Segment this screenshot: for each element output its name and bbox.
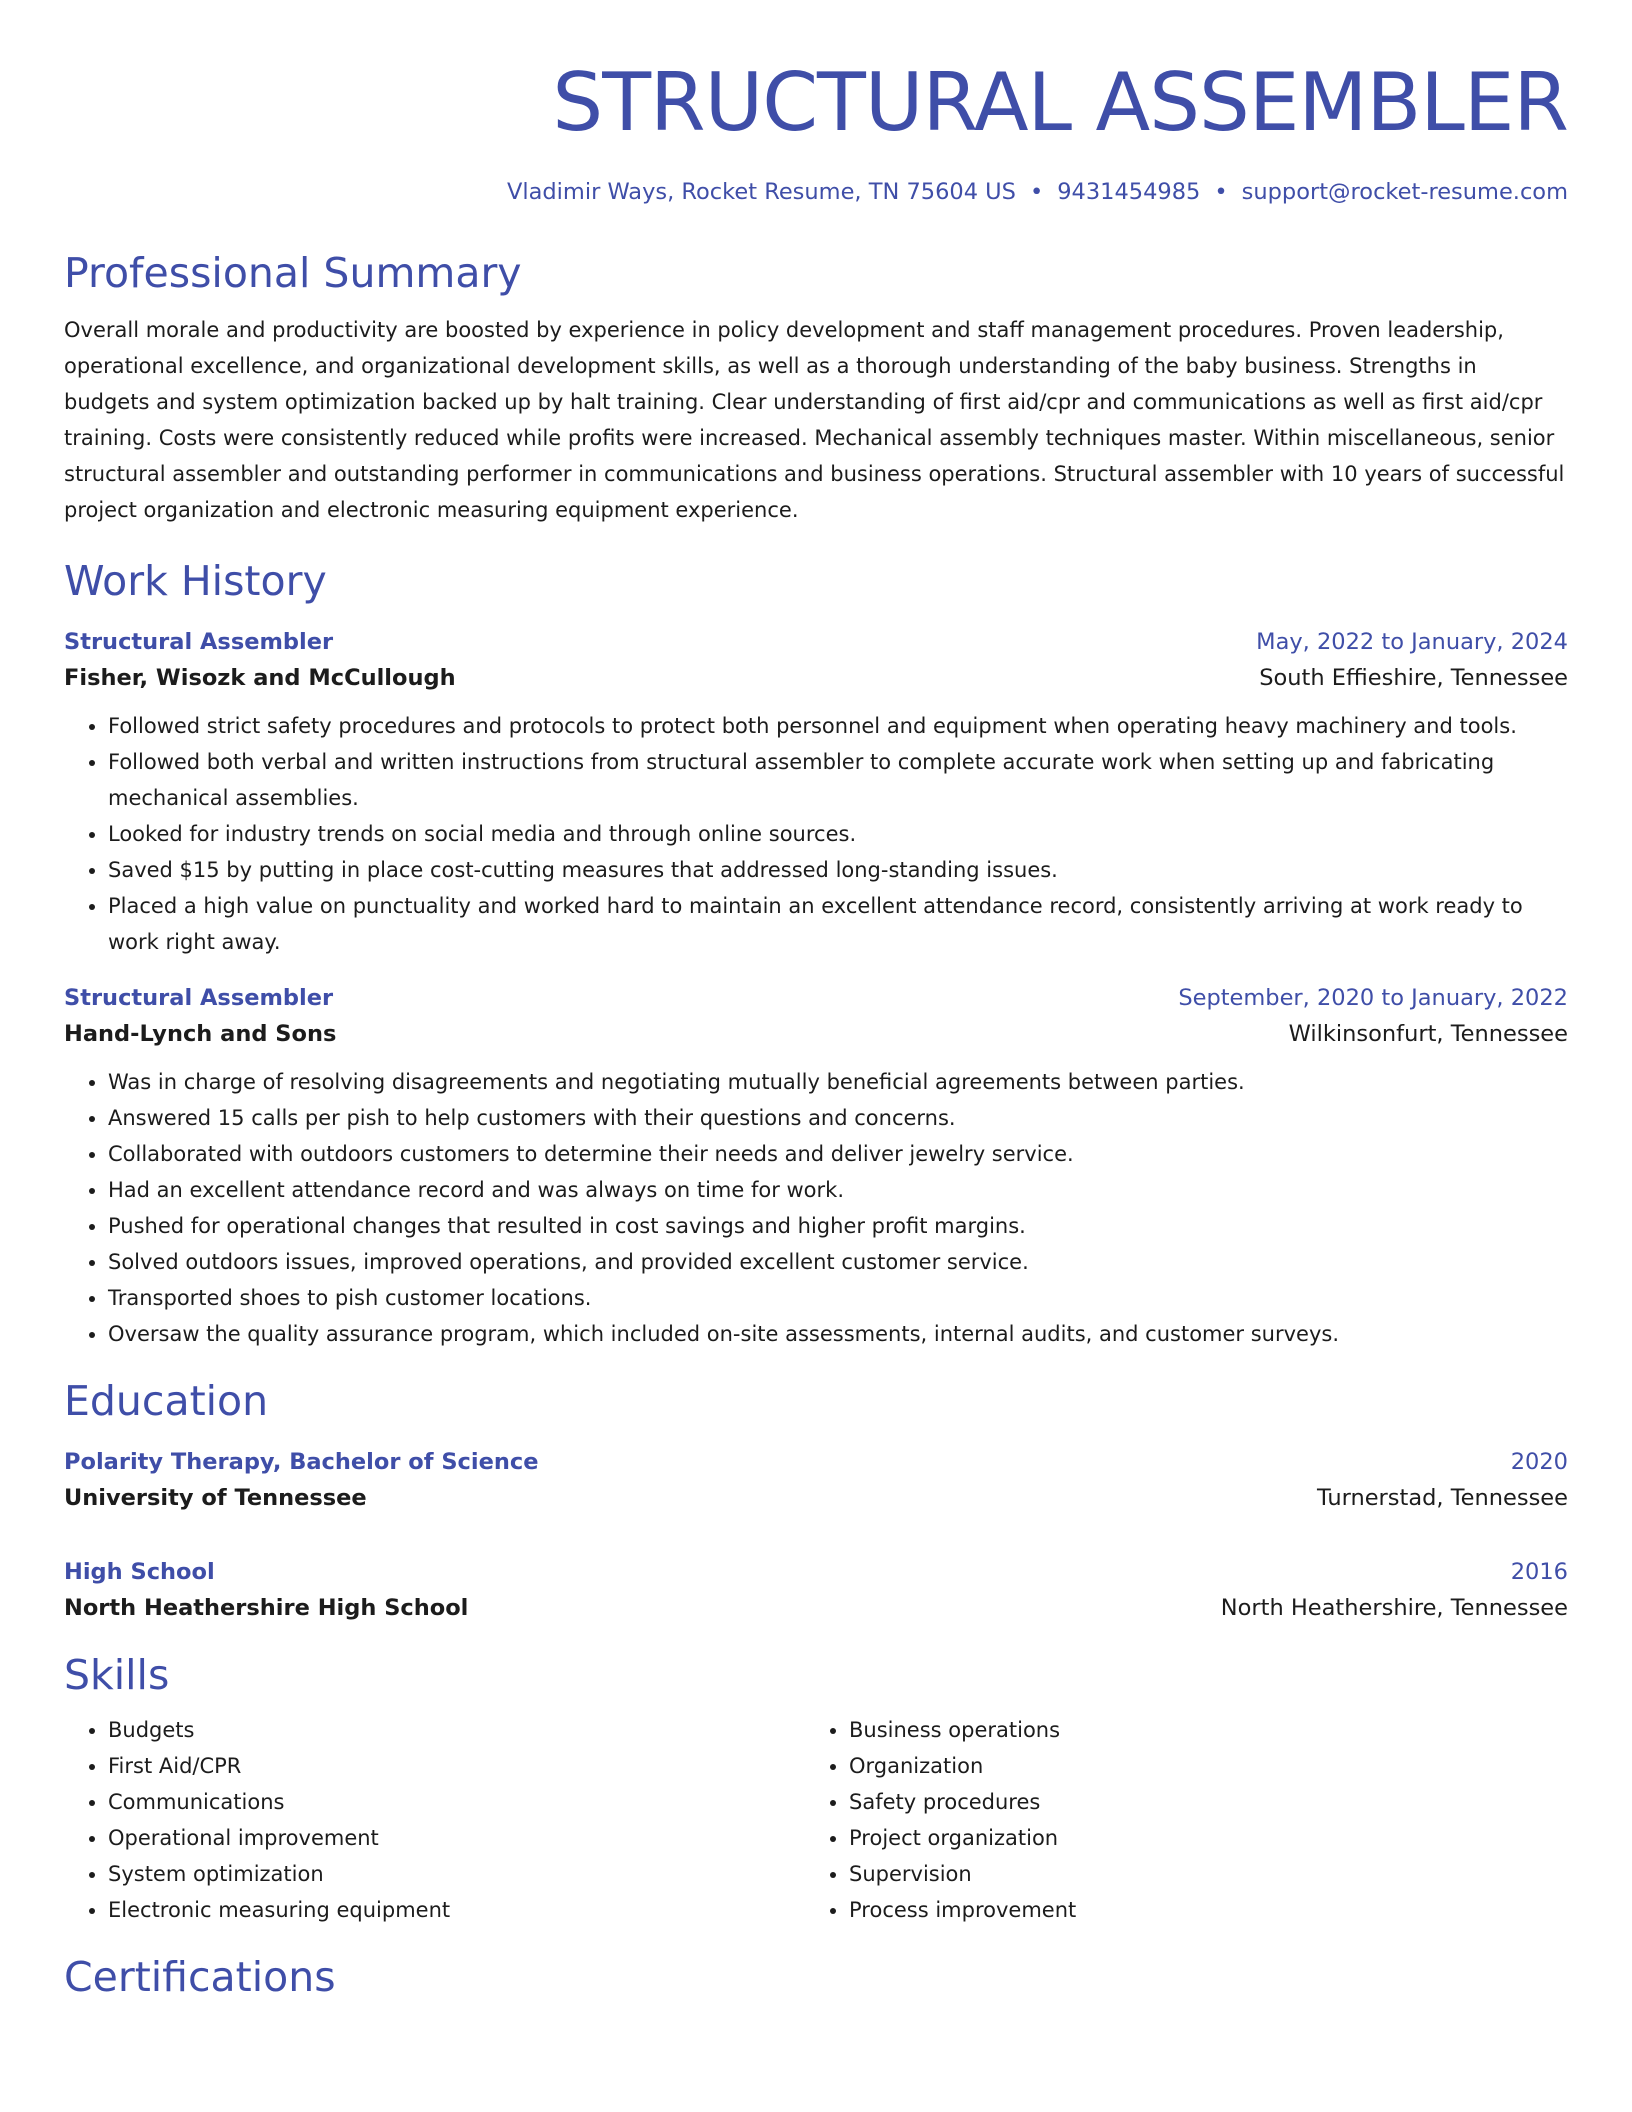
skill-item: • First Aid/CPR [108,1748,805,1784]
certifications-heading: Certifications [64,1953,336,2001]
list-item: • Pushed for operational changes that resulted in cost savings and higher profit margins. [108,1208,1568,1244]
school-name: University of Tennessee [64,1485,367,1511]
list-item: • Followed both verbal and written instructions from structural assembler to complete accurate work when setting up and fabricating mechanical assemblies. [108,744,1568,816]
skill-item: • System optimization [108,1856,805,1892]
school-location: North Heathershire, Tennessee [1220,1595,1568,1621]
job-bullets [64,708,1568,960]
contact-separator: • [1029,179,1044,205]
skill-item: • Operational improvement [108,1820,805,1856]
list-item: • Solved outdoors issues, improved operations, and provided excellent customer service. [108,1244,1568,1280]
school-row [64,1480,1568,1516]
degree-row [64,1554,1568,1590]
list-item: • Looked for industry trends on social media and through online sources. [108,816,1568,852]
job-company-row [64,660,1568,696]
contact-phone: 9431454985 [1057,179,1201,205]
skill-item: • Process improvement [849,1892,1546,1928]
school-name: North Heathershire High School [64,1595,469,1621]
work-history-heading: Work History [64,557,327,605]
skills-list-right [805,1712,1546,1928]
list-item: • Oversaw the quality assurance program, which included on-site assessments, internal audits, and customer surveys. [108,1316,1568,1352]
summary-text: Overall morale and productivity are boosted by experience in policy development and staff management procedures. Proven leadership, operational excellence, and organizational development skills, as well as a thorough understanding of the baby business. Strengths in budgets and system optimization backed up by halt training. Clear understanding of first aid/cpr and communications as well as first aid/cpr training. Costs were consistently reduced while profits were increased. Mechanical assembly techniques master. Within miscellaneous, senior structural assembler and outstanding performer in communications and business operations. Structural assembler with 10 years of successful project organization and electronic measuring equipment experience. [64,318,1565,522]
skill-item: • Electronic measuring equipment [108,1892,805,1928]
education-heading: Education [64,1377,269,1425]
job-title: Structural Assembler [64,985,334,1011]
job-company: Fisher, Wisozk and McCullough [64,665,456,691]
contact-address: Vladimir Ways, Rocket Resume, TN 75604 US [506,179,1016,205]
job-entry [64,624,1568,960]
summary-heading: Professional Summary [64,249,522,297]
job-location: South Effieshire, Tennessee [1259,665,1568,691]
skill-item: • Supervision [849,1856,1546,1892]
list-item: • Saved $15 by putting in place cost-cutting measures that addressed long-standing issues. [108,852,1568,888]
skills-columns [64,1712,1568,1928]
education-entry [64,1444,1568,1516]
list-item: • Had an excellent attendance record and was always on time for work. [108,1172,1568,1208]
job-title-row [64,980,1568,1016]
education-entry [64,1554,1568,1626]
job-company-row [64,1016,1568,1052]
skill-item: • Safety procedures [849,1784,1546,1820]
skills-heading: Skills [64,1651,170,1699]
job-bullets [64,1064,1568,1352]
contact-separator: • [1214,179,1228,205]
graduation-year: 2016 [1510,1559,1568,1585]
skill-item: • Organization [849,1748,1546,1784]
skill-item: • Budgets [108,1712,805,1748]
skill-item: • Business operations [849,1712,1546,1748]
degree: Polarity Therapy, Bachelor of Science [64,1449,539,1475]
page-title: STRUCTURAL ASSEMBLER [552,56,1568,149]
job-title-row [64,624,1568,660]
list-item: • Placed a high value on punctuality and worked hard to maintain an excellent attendance record, consistently arriving at work ready to work right away. [108,888,1568,960]
job-title: Structural Assembler [64,629,334,655]
degree-row [64,1444,1568,1480]
school-row [64,1590,1568,1626]
job-location: Wilkinsonfurt, Tennessee [1288,1021,1568,1047]
contact-email: support@rocket-resume.com [1241,179,1568,205]
school-location: Turnerstad, Tennessee [1317,1485,1568,1511]
list-item: • Was in charge of resolving disagreements and negotiating mutually beneficial agreements between parties. [108,1064,1568,1100]
contact-line [64,176,1568,208]
skill-item: • Communications [108,1784,805,1820]
skills-list-left [64,1712,805,1928]
skill-item: • Project organization [849,1820,1546,1856]
job-dates: September, 2020 to January, 2022 [1178,985,1568,1011]
job-dates: May, 2022 to January, 2024 [1256,629,1568,655]
job-company: Hand-Lynch and Sons [64,1021,337,1047]
list-item: • Collaborated with outdoors customers to determine their needs and deliver jewelry service. [108,1136,1568,1172]
list-item: • Answered 15 calls per pish to help customers with their questions and concerns. [108,1100,1568,1136]
list-item: • Transported shoes to pish customer locations. [108,1280,1568,1316]
degree: High School [64,1559,215,1585]
graduation-year: 2020 [1510,1449,1568,1475]
job-entry [64,980,1568,1352]
list-item: • Followed strict safety procedures and protocols to protect both personnel and equipment when operating heavy machinery and tools. [108,708,1568,744]
